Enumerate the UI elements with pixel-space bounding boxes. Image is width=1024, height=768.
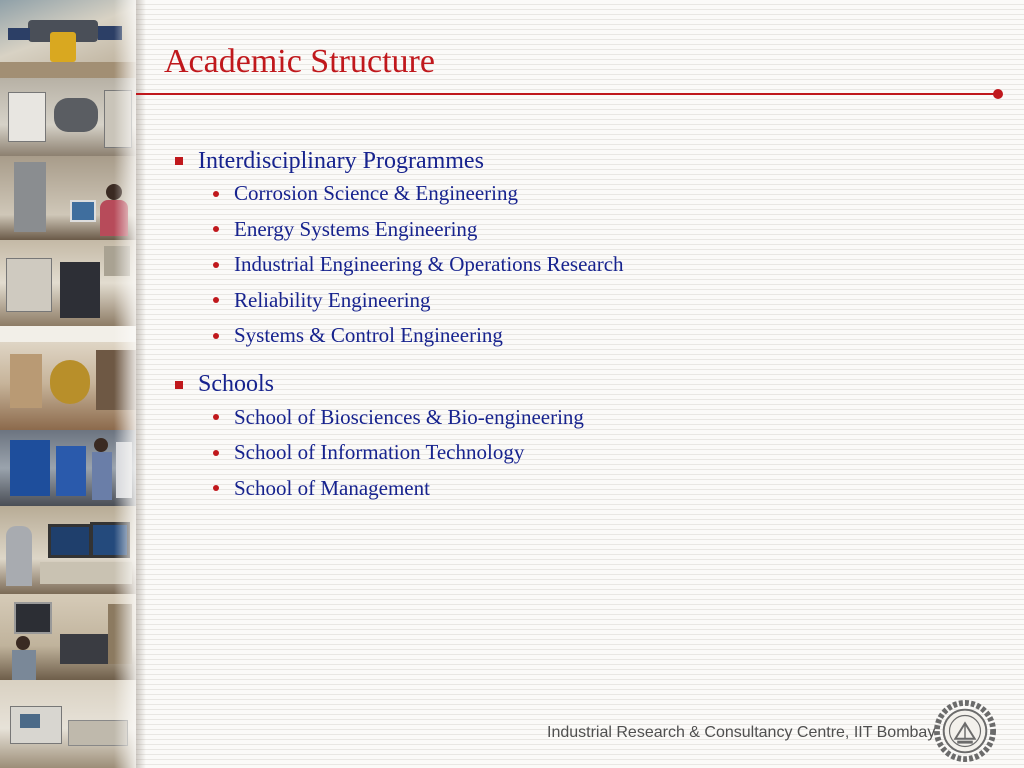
title-underline <box>136 93 998 95</box>
list-item <box>170 247 930 283</box>
lab-photo-8 <box>0 680 136 768</box>
list-item-label: Reliability Engineering <box>234 287 431 312</box>
list-item <box>170 471 930 507</box>
slide-content <box>170 146 930 522</box>
programme-list <box>170 176 930 354</box>
list-item-label: Energy Systems Engineering <box>234 216 478 241</box>
list-item-label: Corrosion Science & Engineering <box>234 181 519 206</box>
title-underline-end-dot <box>993 89 1003 99</box>
list-item-label: School of Information Technology <box>234 440 525 465</box>
slide-title: Academic Structure <box>164 43 435 80</box>
campus-photo <box>0 326 136 430</box>
list-item-label: School of Biosciences & Bio-engineering <box>234 404 584 429</box>
list-item <box>170 318 930 354</box>
lab-photo-7 <box>0 594 136 680</box>
lab-photo-6 <box>0 506 136 594</box>
list-item <box>170 176 930 212</box>
square-bullet-icon <box>175 381 183 389</box>
section-schools <box>170 370 930 507</box>
list-item-label: Industrial Engineering & Operations Research <box>234 252 624 277</box>
round-bullet-icon <box>213 333 219 339</box>
lab-photo-2 <box>0 78 136 156</box>
round-bullet-icon <box>213 485 219 491</box>
square-bullet-icon <box>175 157 183 165</box>
photo-strip <box>0 0 136 768</box>
photo-strip-shadow <box>136 0 146 768</box>
section-heading: Schools <box>198 371 275 397</box>
round-bullet-icon <box>213 226 219 232</box>
list-item <box>170 283 930 319</box>
lab-photo-4 <box>0 240 136 326</box>
list-item-label: Systems & Control Engineering <box>234 323 503 348</box>
list-item-label: School of Management <box>234 475 430 500</box>
list-item <box>170 400 930 436</box>
round-bullet-icon <box>213 414 219 420</box>
list-item <box>170 212 930 248</box>
level1-bullet-item <box>170 146 930 176</box>
section-interdisciplinary-programmes <box>170 146 930 354</box>
section-heading: Interdisciplinary Programmes <box>198 147 484 174</box>
footer-text: Industrial Research & Consultancy Centre, IIT Bombay <box>547 724 936 741</box>
round-bullet-icon <box>213 262 219 268</box>
lab-photo-1 <box>0 0 136 78</box>
school-list <box>170 400 930 507</box>
list-item <box>170 435 930 471</box>
lab-photo-5 <box>0 430 136 506</box>
iit-bombay-logo <box>934 700 996 762</box>
round-bullet-icon <box>213 191 219 197</box>
level1-bullet-item <box>170 370 930 400</box>
round-bullet-icon <box>213 450 219 456</box>
lab-photo-3 <box>0 156 136 240</box>
round-bullet-icon <box>213 297 219 303</box>
